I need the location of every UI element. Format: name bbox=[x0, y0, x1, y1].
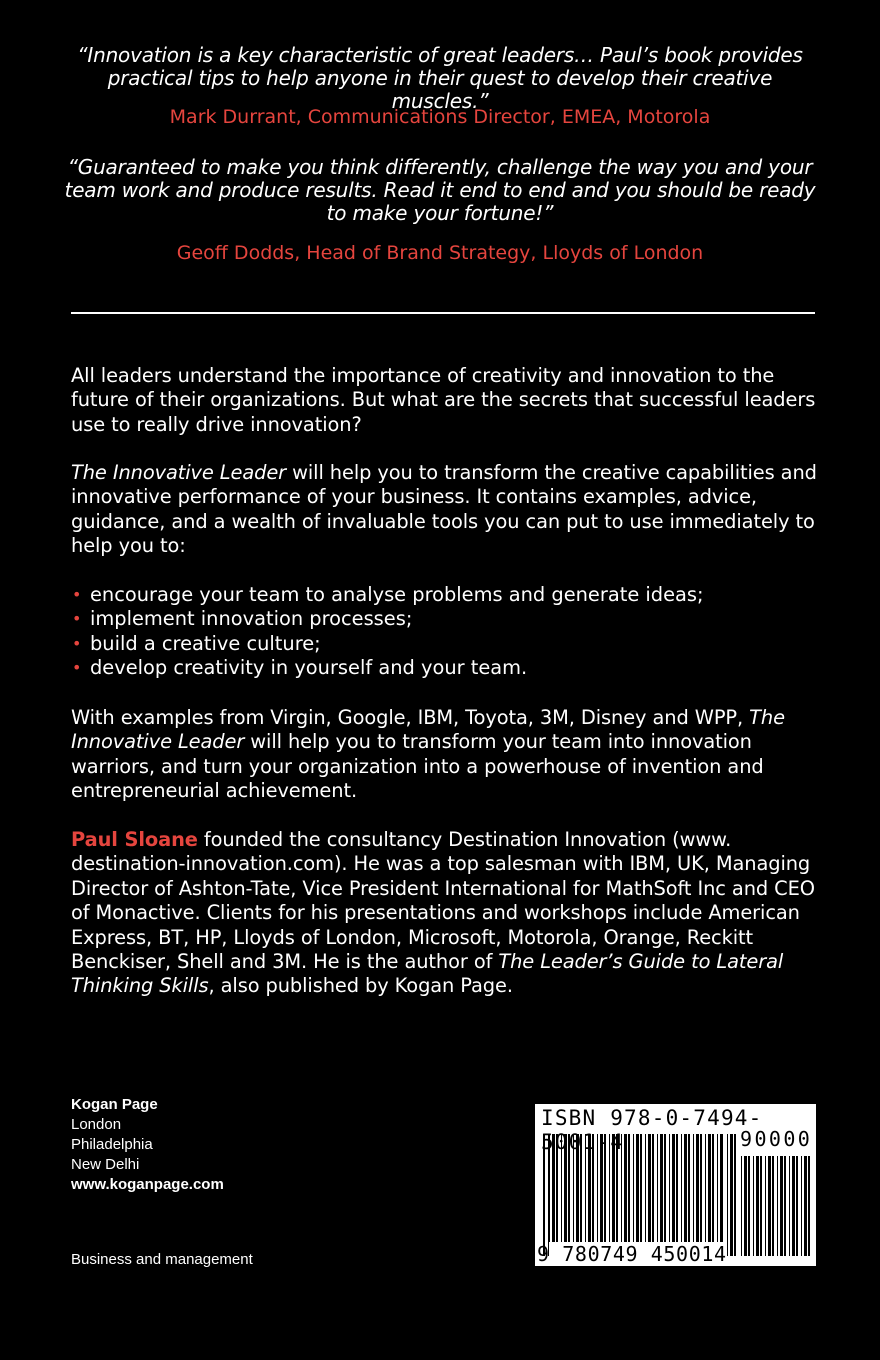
barcode-bar bbox=[741, 1156, 742, 1256]
barcode-bar bbox=[808, 1156, 810, 1256]
barcode-bar bbox=[777, 1156, 778, 1256]
author-name: Paul Sloane bbox=[71, 828, 198, 851]
list-item-text: build a creative culture; bbox=[90, 631, 321, 655]
book-title: The Innovative Leader bbox=[71, 461, 287, 484]
intro-paragraph: All leaders understand the importance of creativity and innovation to the future of their organizations. But what are the secrets that successful leaders use to really drive innovation? bbox=[71, 364, 816, 436]
author-bio-paragraph bbox=[71, 828, 821, 999]
list-item bbox=[71, 632, 821, 656]
paragraph-text: will help you to transform your team into innovation warriors, and turn your organization into a powerhouse of invention and entrepreneurial achievement. bbox=[71, 730, 764, 803]
barcode-bar bbox=[796, 1156, 798, 1256]
barcode-bar bbox=[784, 1156, 786, 1256]
quote-line: “Innovation is a key characteristic of great leaders… Paul’s book provides bbox=[77, 43, 803, 67]
bullet-icon: • bbox=[72, 658, 82, 678]
divider-rule bbox=[71, 312, 815, 314]
price-code: 90000 bbox=[740, 1127, 813, 1151]
list-item bbox=[71, 583, 821, 607]
barcode-bar bbox=[768, 1156, 771, 1256]
paragraph-text: will help you to transform the creative capabilities and innovative performance of your business. It contains examples, advice, guidance, and a wealth of invaluable tools you can put to use immediately to help you to: bbox=[71, 461, 817, 558]
book-title: The Innovative Leader bbox=[71, 706, 785, 754]
publisher-city: New Delhi bbox=[71, 1156, 140, 1173]
barcode-bar bbox=[760, 1156, 762, 1256]
endorsement-quote-1 bbox=[60, 44, 820, 113]
list-item bbox=[71, 607, 821, 631]
list-item bbox=[71, 656, 821, 680]
publisher-city: Philadelphia bbox=[71, 1136, 153, 1153]
barcode-bar bbox=[765, 1156, 766, 1256]
publisher-name: Kogan Page bbox=[71, 1096, 158, 1113]
bullet-icon: • bbox=[72, 609, 82, 629]
list-item-text: develop creativity in yourself and your team. bbox=[90, 656, 528, 680]
barcode-bar bbox=[801, 1156, 802, 1256]
bullet-icon: • bbox=[72, 585, 82, 604]
benefits-list bbox=[71, 583, 821, 681]
examples-paragraph bbox=[71, 706, 821, 804]
barcode-bar bbox=[780, 1156, 783, 1256]
isbn-barcode bbox=[535, 1104, 816, 1266]
list-item-text: encourage your team to analyse problems and generate ideas; bbox=[90, 583, 704, 606]
barcode-bar bbox=[792, 1156, 795, 1256]
endorsement-attribution-1: Mark Durrant, Communications Director, EMEA, Motorola bbox=[169, 106, 711, 128]
paragraph-text: With examples from Virgin, Google, IBM, Toyota, 3M, Disney and WPP, bbox=[71, 706, 750, 729]
barcode-bar bbox=[772, 1156, 774, 1256]
barcode-bar bbox=[789, 1156, 790, 1256]
quote-line: to make your fortune!” bbox=[326, 201, 554, 225]
bullet-icon: • bbox=[72, 633, 82, 653]
publisher-block bbox=[71, 1095, 224, 1195]
endorsement-quote-2 bbox=[60, 156, 820, 225]
barcode-bar bbox=[804, 1156, 807, 1256]
quote-line: “Guaranteed to make you think differently, challenge the way you and your bbox=[67, 155, 813, 179]
isbn-number: ISBN 978-0-7494-5001-4 bbox=[541, 1106, 763, 1154]
endorsement-attribution-2: Geoff Dodds, Head of Brand Strategy, Lloyds of London bbox=[176, 242, 704, 264]
quote-line: practical tips to help anyone in their quest to develop their creative muscles.” bbox=[107, 66, 773, 113]
publisher-city: London bbox=[71, 1116, 122, 1133]
barcode-bar bbox=[756, 1156, 759, 1256]
category-label: Business and management bbox=[71, 1251, 253, 1268]
ean-digits: 9 780749 450014 bbox=[537, 1242, 727, 1266]
other-book-title: The Leader’s Guide to Lateral Thinking Skills bbox=[71, 950, 784, 998]
book-description-paragraph bbox=[71, 461, 821, 559]
barcode-bar bbox=[748, 1156, 750, 1256]
barcode-bar bbox=[744, 1156, 747, 1256]
quote-line: team work and produce results. Read it end to end and you should be ready bbox=[64, 178, 816, 202]
paragraph-text: founded the consultancy Destination Innovation (www. destination-innovation.com). He was a top salesman with IBM, UK, Managing Director of Ashton-Tate, Vice President International for MathSoft Inc and CEO of Monactive. Clients for his presentations and workshops include American Express, BT, HP, Lloyds of London, Microsoft, Motorola, Orange, Reckitt Benckiser, Shell and 3M. He is the author of bbox=[71, 828, 815, 974]
paragraph-text: , also published by Kogan Page. bbox=[208, 974, 513, 998]
publisher-website: www.koganpage.com bbox=[71, 1176, 224, 1193]
barcode-bar bbox=[753, 1156, 754, 1256]
list-item-text: implement innovation processes; bbox=[90, 607, 413, 631]
